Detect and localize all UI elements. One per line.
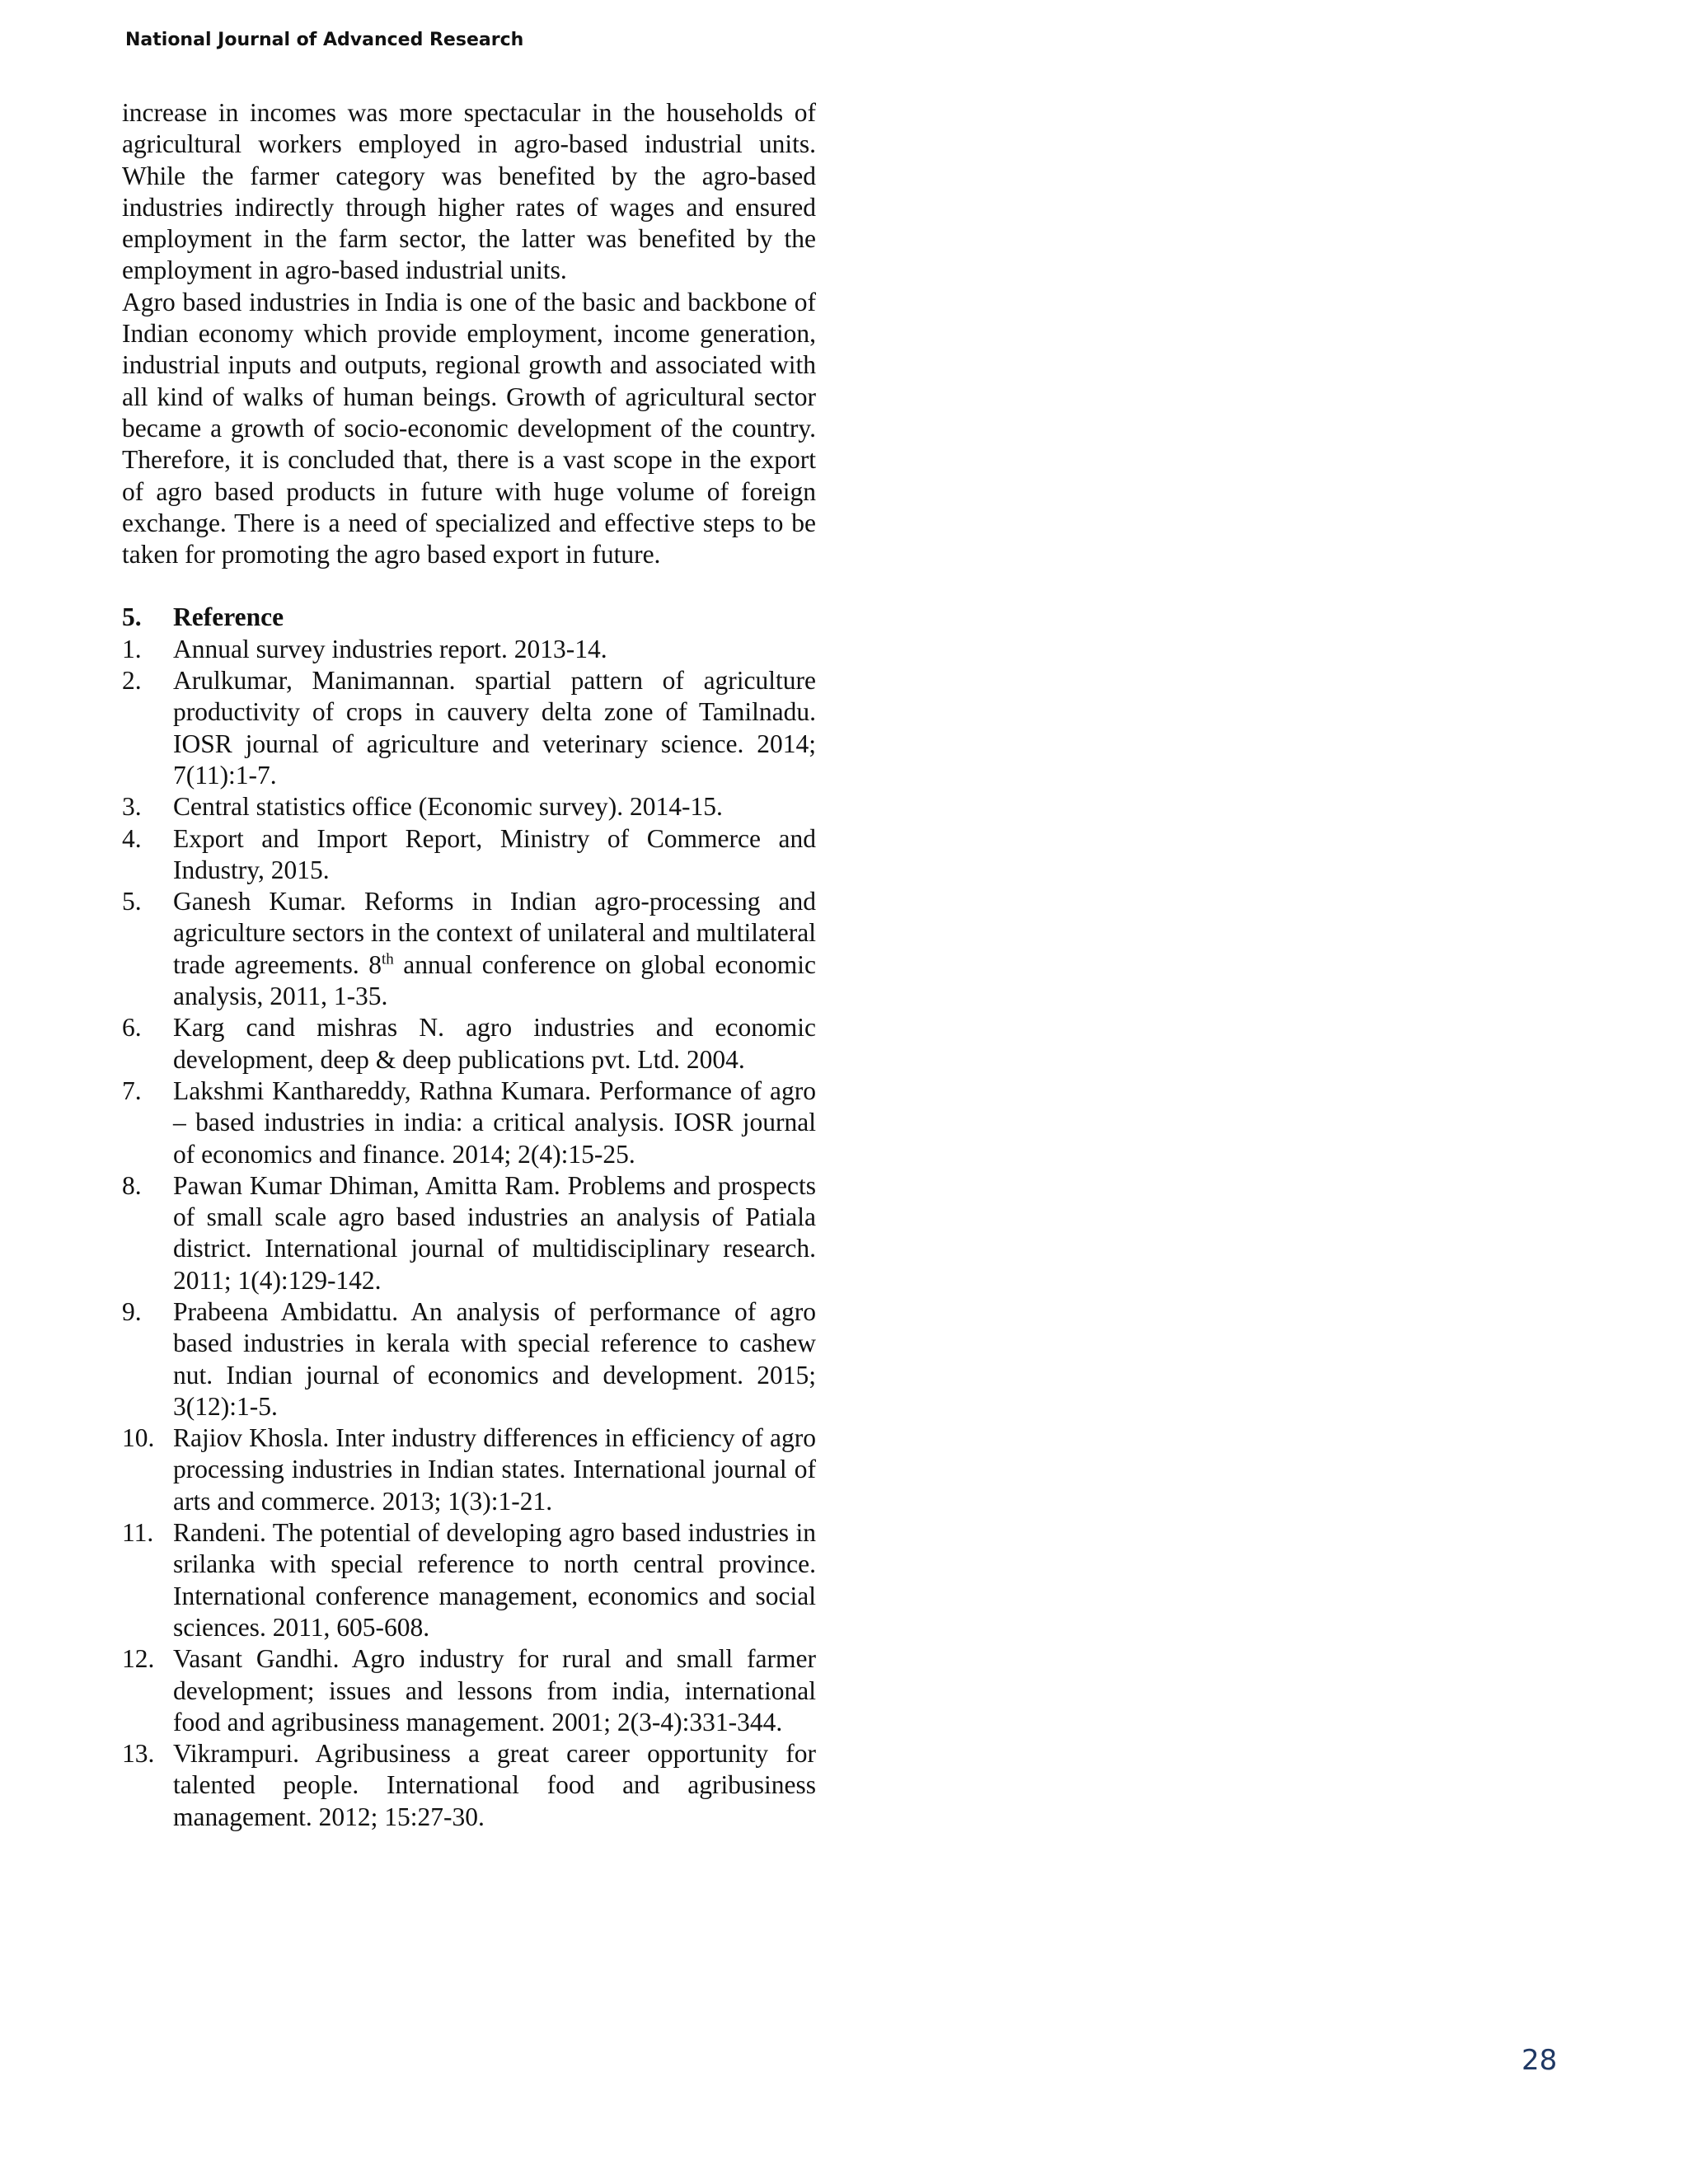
- reference-item: [122, 1517, 816, 1643]
- reference-text-part: annual conference on global economic analysis, 2011, 1-35.: [173, 949, 816, 1011]
- reference-number: 9.: [122, 1296, 142, 1326]
- reference-text-part: Ganesh Kumar. Reforms in Indian agro-processing and agriculture sectors in the context of unilateral and multilateral trade agreements. 8: [173, 887, 816, 979]
- reference-text: Rajiov Khosla. Inter industry differences in efficiency of agro processing industries in Indian states. International journal of arts and commerce. 2013; 1(3):1-21.: [173, 1423, 816, 1516]
- reference-text: Annual survey industries report. 2013-14.: [173, 634, 607, 663]
- reference-text: Prabeena Ambidattu. An analysis of performance of agro based industries in kerala with special reference to cashew nut. Indian journal of economics and development. 2015; 3(12):1-5.: [173, 1296, 816, 1421]
- body-paragraph: Agro based industries in India is one of the basic and backbone of Indian economy which provide employment, income generation, industrial inputs and outputs, regional growth and associated with all kind of walks of human beings. Growth of agricultural sector became a growth of socio-economic development of the country. Therefore, it is concluded that, there is a vast scope in the export of agro based products in future with huge volume of foreign exchange. There is a need of specialized and effective steps to be taken for promoting the agro based export in future.: [122, 287, 816, 569]
- body-paragraph: increase in incomes was more spectacular in the households of agricultural workers employed in agro-based industrial units. While the farmer category was benefited by the agro-based industries indirectly through higher rates of wages and ensured employment in the farm sector, the latter was benefited by the employment in agro-based industrial units.: [122, 98, 816, 285]
- reference-text: Lakshmi Kanthareddy, Rathna Kumara. Performance of agro – based industries in india: a critical analysis. IOSR journal of economics and finance. 2014; 2(4):15-25.: [173, 1076, 816, 1169]
- reference-item: [122, 791, 816, 823]
- reference-number: 11.: [122, 1518, 154, 1548]
- reference-number: 4.: [122, 823, 142, 853]
- journal-header: National Journal of Advanced Research: [125, 30, 524, 50]
- reference-item: [122, 1076, 816, 1170]
- reference-number: 3.: [122, 792, 142, 822]
- reference-number: 1.: [122, 634, 142, 663]
- reference-text: Randeni. The potential of developing agro based industries in srilanka with special reference to north central province. International conference management, economics and social sciences. 2011, 605-608.: [173, 1518, 816, 1642]
- reference-item: [122, 665, 816, 791]
- reference-item: [122, 634, 816, 665]
- reference-number: 10.: [122, 1423, 155, 1453]
- reference-item: [122, 1170, 816, 1296]
- reference-item: [122, 1643, 816, 1738]
- reference-text: Vikrampuri. Agribusiness a great career opportunity for talented people. International food and agribusiness management. 2012; 15:27-30.: [173, 1739, 816, 1831]
- reference-text: Central statistics office (Economic survey). 2014-15.: [173, 792, 723, 822]
- reference-number: 8.: [122, 1170, 142, 1200]
- reference-number: 2.: [122, 666, 142, 696]
- reference-number: 5.: [122, 887, 142, 916]
- ordinal-superscript: th: [381, 950, 394, 968]
- reference-item: [122, 886, 816, 1012]
- reference-list: [122, 634, 816, 1833]
- reference-text: [173, 886, 816, 1012]
- reference-text: Arulkumar, Manimannan. spartial pattern of agriculture productivity of crops in cauvery delta zone of Tamilnadu. IOSR journal of agriculture and veterinary science. 2014; 7(11):1-7.: [173, 666, 816, 790]
- reference-text: Vasant Gandhi. Agro industry for rural and small farmer development; issues and lessons from india, international food and agribusiness management. 2001; 2(3-4):331-344.: [173, 1644, 816, 1736]
- reference-number: 12.: [122, 1644, 155, 1674]
- reference-number: 13.: [122, 1739, 155, 1769]
- reference-item: [122, 823, 816, 887]
- reference-text: Export and Import Report, Ministry of Commerce and Industry, 2015.: [173, 823, 816, 884]
- reference-item: [122, 1012, 816, 1076]
- reference-number: 7.: [122, 1076, 142, 1105]
- reference-item: [122, 1422, 816, 1517]
- reference-text: Pawan Kumar Dhiman, Amitta Ram. Problems and prospects of small scale agro based industries an analysis of Patiala district. International journal of multidisciplinary research. 2011; 1(4):129-142.: [173, 1170, 816, 1295]
- reference-item: [122, 1738, 816, 1833]
- section-title: Reference: [173, 602, 284, 632]
- reference-number: 6.: [122, 1013, 142, 1043]
- page-number: 28: [1522, 2044, 1558, 2077]
- reference-item: [122, 1296, 816, 1422]
- section-heading: [122, 602, 816, 633]
- section-number: 5.: [122, 602, 142, 632]
- reference-text: Karg cand mishras N. agro industries and economic development, deep & deep publications pvt. Ltd. 2004.: [173, 1013, 816, 1074]
- main-column: [122, 97, 816, 1833]
